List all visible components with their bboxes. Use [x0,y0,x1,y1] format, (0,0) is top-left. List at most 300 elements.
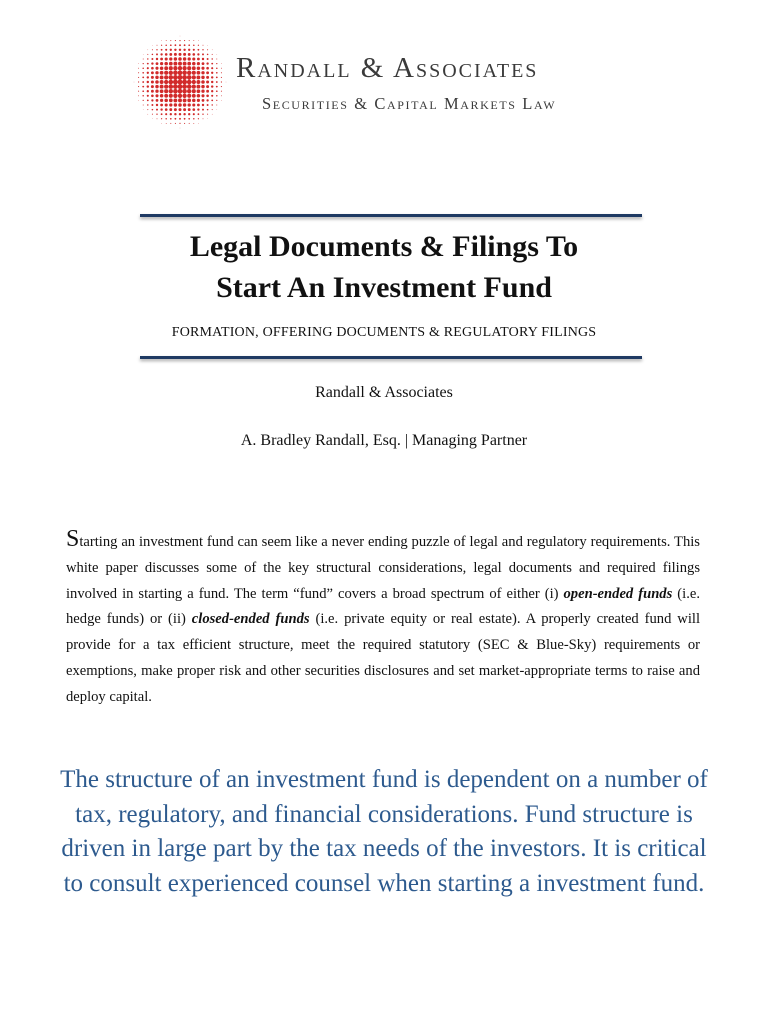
logo-dot [196,80,200,84]
intro-text-2: (i.e. hedge funds) or (ii) [66,585,700,628]
logo-dot [197,66,201,70]
logo-dot [211,81,213,83]
logo-dot [155,90,158,93]
logo-dot [202,113,203,114]
logo-dot [206,80,209,83]
byline-organization: Randall & Associates [315,384,453,401]
document-title [100,226,668,308]
logo-dot [179,44,181,46]
logo-dot [216,105,217,106]
logo-dot [197,58,200,61]
logo-dot [147,63,149,65]
logo-dot [188,49,190,51]
logo-dot [138,77,139,78]
logo-dot [166,123,167,124]
logo-dot [160,85,164,89]
logo-dot [188,113,190,115]
logo-dot [178,75,183,80]
logo-dot [197,99,200,102]
logo-dot [212,114,213,115]
logo-dot [160,75,164,79]
logo-dot [170,113,172,115]
logo-dot [161,118,162,119]
logo-dot [207,54,209,56]
logo-dot [173,71,178,76]
logo-dot [165,53,168,56]
logo-dot [197,104,200,107]
logo-dot [178,80,183,85]
firm-logo-halftone-icon [132,34,228,130]
logo-dot [147,72,149,74]
logo-dot [178,62,182,66]
logo-dot [174,44,176,46]
logo-dot [147,76,149,78]
logo-dot [212,54,213,55]
logo-dot [197,113,199,115]
logo-dot [173,66,177,70]
logo-dot [155,71,158,74]
logo-dot [138,81,139,82]
logo-dot [216,63,217,64]
logo-dot [147,85,149,87]
logo-dot [182,89,187,94]
logo-dot [165,57,168,60]
logo-dot [201,71,204,74]
logo-dot [193,44,195,46]
logo-dot [161,113,163,115]
logo-dot [189,123,190,124]
logo-dot [156,58,158,60]
logo-dot [155,85,158,88]
logo-dot [188,108,191,111]
logo-dot [143,63,144,64]
logo-dot [147,104,148,105]
intro-emphasis-open-ended: open-ended funds [563,585,673,602]
logo-dot [142,81,144,83]
logo-dot [188,103,191,106]
logo-dot [142,95,144,97]
logo-dot [160,53,162,55]
logo-dot [178,94,182,98]
logo-dot [156,53,158,55]
logo-dot [197,49,199,51]
logo-dot [221,95,222,96]
logo-dot [165,44,167,46]
logo-dot [211,67,213,69]
logo-dot [173,94,177,98]
logo-dot [147,54,148,55]
logo-dot [178,66,182,70]
logo-dot [221,91,222,92]
pull-quote: The structure of an investment fund is dependent on a number of tax, regulatory, and financial considerations. Fund structure is driven in large part by the tax needs of the investors. It is critical to consult experienced counsel when starting a investment fund. [60,766,708,897]
logo-dot [207,45,208,46]
logo-dot [221,86,222,87]
logo-dot [201,67,204,70]
logo-dot [212,50,213,51]
logo-dot [187,62,191,66]
logo-dot [178,98,182,102]
logo-dot [169,62,173,66]
logo-dot [174,118,176,120]
logo-dot [165,49,167,51]
logo-dot [183,108,186,111]
logo-dot [147,67,149,69]
logo-dot [148,114,149,115]
logo-dot [156,62,159,65]
logo-dot [207,109,209,111]
logo-dot [143,54,144,55]
logo-dot [216,72,218,74]
logo-dot [152,49,153,50]
logo-dot [164,94,168,98]
logo-dot [173,62,177,66]
logo-dot [168,80,173,85]
logo-dot [182,84,187,89]
logo-dot [202,104,204,106]
logo-dot [192,71,196,75]
firm-name: Randall & Associates [236,52,539,84]
logo-dot [192,99,196,103]
logo-dot [151,85,154,88]
logo-dot [193,113,195,115]
logo-dot [143,105,144,106]
logo-dot [183,62,187,66]
logo-dot [183,53,186,56]
title-bottom-rule [140,356,642,359]
logo-dot [201,90,204,93]
intro-paragraph [66,526,701,711]
logo-dot [173,75,178,80]
logo-dot [179,49,181,51]
logo-dot [216,76,218,78]
logo-dot [207,58,209,60]
logo-dot [179,113,181,115]
logo-dot [221,100,222,101]
logo-dot [142,90,144,92]
logo-dot [164,71,168,75]
logo-dot [183,113,185,115]
logo-dot [207,49,208,50]
logo-dot [169,71,173,75]
intro-text-1: tarting an investment fund can seem like a never ending puzzle of legal and regulatory requirements. This white paper discusses some of the key structural considerations, legal documents and required filings involved in starting a fund. The term “fund” covers a broad spectrum of either (i) [66,534,700,602]
logo-dot [207,119,208,120]
logo-dot [174,49,176,51]
logo-dot [211,90,213,92]
logo-dot [196,75,200,79]
logo-dot [151,99,153,101]
logo-dot [206,67,209,70]
logo-dot [147,90,149,92]
logo-dot [193,40,194,41]
logo-dot [202,58,204,60]
logo-dot [216,86,218,88]
logo-dot [179,40,180,41]
logo-dot [212,109,213,110]
logo-dot [206,71,209,74]
title-top-rule [140,214,642,217]
logo-dot [201,85,204,88]
logo-dot [148,50,149,51]
logo-dot [169,53,172,56]
logo-dot [221,72,222,73]
logo-dot [164,99,168,103]
logo-dot [147,99,149,101]
logo-dot [198,45,199,46]
logo-dot [221,77,222,78]
logo-dot [175,123,176,124]
logo-dot [151,58,153,60]
logo-dot [187,71,191,75]
title-line-1: Legal Documents & Filings To [189,230,579,263]
logo-dot [151,90,154,93]
logo-dot [202,53,204,55]
logo-dot [178,57,182,61]
logo-dot [192,62,196,66]
logo-dot [216,100,217,101]
logo-dot [221,63,222,64]
logo-dot [151,67,154,70]
logo-dot [182,71,187,76]
logo-dot [198,118,199,119]
logo-dot [187,99,191,103]
logo-dot [173,84,178,89]
logo-dot [197,94,201,98]
logo-dot [211,104,212,105]
logo-dot [183,57,186,60]
logo-dot [178,53,181,56]
logo-dot [179,123,180,124]
logo-dot [165,113,167,115]
logo-dot [174,57,177,60]
logo-dot [152,114,153,115]
logo-dot [151,76,154,79]
logo-dot [173,80,178,85]
logo-dot [164,75,168,79]
logo-dot [155,80,159,84]
logo-dot [207,104,209,106]
logo-dot [160,58,163,61]
logo-dot [216,59,217,60]
logo-dot [160,89,164,93]
logo-dot [206,99,208,101]
logo-dot [138,63,139,64]
logo-dot [152,119,153,120]
logo-dot [217,54,218,55]
logo-dot [211,99,213,101]
logo-dot [169,57,172,60]
logo-dot [169,84,174,89]
logo-dot [170,44,172,46]
logo-dot [187,89,191,93]
logo-dot [203,45,204,46]
logo-dot [192,103,195,106]
intro-text-3: (i.e. private equity or real estate). A properly created fund will provide for a tax efficient structure, meet the required statutory (SEC & Blue-Sky) requirements or exemptions, make proper risk and other securities disclosures and set market-appropriate terms to raise and deploy capital. [66,611,701,705]
logo-dot [201,80,205,84]
logo-dot [164,84,168,88]
logo-dot [192,84,196,88]
logo-dot [165,118,167,120]
logo-dot [221,81,222,82]
logo-dot [156,104,158,106]
intro-emphasis-closed-ended: closed-ended funds [191,611,310,628]
logo-dot [143,59,144,60]
logo-dot [152,109,154,111]
logo-dot [178,103,182,107]
logo-dot [198,40,199,41]
logo-dot [170,118,172,120]
logo-dot [175,40,176,41]
logo-dot [201,94,204,97]
logo-dot [192,75,196,79]
logo-dot [202,109,204,111]
document-subtitle: FORMATION, OFFERING DOCUMENTS & REGULATORY FILINGS [171,325,597,340]
logo-dot [157,118,158,119]
logo-dot [216,67,218,69]
logo-dot [192,53,195,56]
logo-dot [160,104,163,107]
logo-dot [173,98,177,102]
logo-dot [151,71,154,74]
logo-dot [193,49,195,51]
logo-dot [138,100,139,101]
logo-dot [155,67,158,70]
logo-dot [202,62,205,65]
logo-dot [155,94,158,97]
logo-dot [169,108,172,111]
firm-tagline: Securities & Capital Markets Law [262,94,557,113]
logo-dot [161,49,163,51]
logo-dot [157,45,158,46]
logo-dot [206,62,208,64]
logo-dot [216,81,218,83]
logo-dot [197,62,200,65]
logo-dot [192,57,195,60]
logo-dot [203,118,204,119]
logo-dot [178,70,183,75]
logo-dot [169,75,174,80]
logo-dot [160,108,162,110]
logo-dot [173,89,178,94]
logo-dot [182,75,187,80]
logo-dot [156,109,158,111]
logo-dot [192,89,196,93]
logo-dot [206,85,209,88]
logo-dot [202,99,205,102]
logo-dot [193,123,194,124]
logo-dot [192,80,196,84]
logo-dot [211,72,213,74]
logo-dot [161,40,162,41]
logo-dot [188,53,191,56]
logo-dot [169,99,173,103]
logo-dot [138,68,139,69]
logo-dot [187,75,192,80]
logo-dot [142,86,144,88]
logo-dot [206,76,209,79]
logo-dot [160,94,164,98]
logo-dot [197,89,201,93]
logo-dot [182,94,186,98]
logo-dot [174,53,177,56]
logo-dot [184,123,185,124]
logo-dot [174,108,177,111]
logo-dot [226,82,227,83]
logo-dot [169,103,172,106]
logo-dot [178,84,183,89]
logo-dot [147,58,148,59]
logo-dot [138,86,139,87]
logo-dot [188,44,190,46]
logo-dot [180,36,181,37]
logo-dot [216,90,218,92]
logo-dot [211,76,213,78]
logo-dot [138,95,139,96]
logo-dot [151,104,153,106]
logo-dot [193,118,195,120]
logo-dot [197,71,201,75]
logo-dot [182,80,187,85]
logo-dot [196,85,200,89]
logo-dot [143,109,144,110]
logo-dot [178,108,181,111]
logo-dot [151,62,153,64]
logo-dot [182,66,186,70]
logo-dot [155,76,158,79]
logo-dot [198,123,199,124]
logo-dot [151,94,154,97]
logo-dot [221,68,222,69]
logo-dot [142,76,144,78]
logo-dot [134,82,135,83]
logo-dot [217,109,218,110]
logo-dot [178,89,183,94]
logo-dot [160,66,164,70]
logo-dot [142,67,144,69]
logo-dot [169,94,173,98]
logo-dot [180,128,181,129]
logo-dot [184,40,185,41]
logo-dot [147,109,148,110]
logo-dot [174,103,177,106]
logo-dot [164,80,168,84]
logo-dot [184,44,186,46]
logo-dot [165,103,168,106]
logo-dot [184,118,186,120]
logo-dot [160,62,163,65]
logo-dot [197,108,199,110]
title-line-2: Start An Investment Fund [216,271,552,304]
logo-dot [187,80,192,85]
logo-dot [160,71,164,75]
logo-dot [161,45,162,46]
logo-dot [211,95,213,97]
logo-dot [147,81,149,83]
logo-dot [197,53,199,55]
logo-dot [138,91,139,92]
logo-dot [160,80,164,84]
logo-dot [170,49,172,51]
logo-dot [152,54,154,56]
logo-dot [143,100,144,101]
logo-dot [161,123,162,124]
logo-dot [206,94,209,97]
logo-dot [156,49,157,50]
logo-dot [188,57,191,60]
logo-dot [164,89,168,93]
logo-dot [201,76,204,79]
drop-letter: S [66,526,80,552]
logo-dot [216,95,218,97]
